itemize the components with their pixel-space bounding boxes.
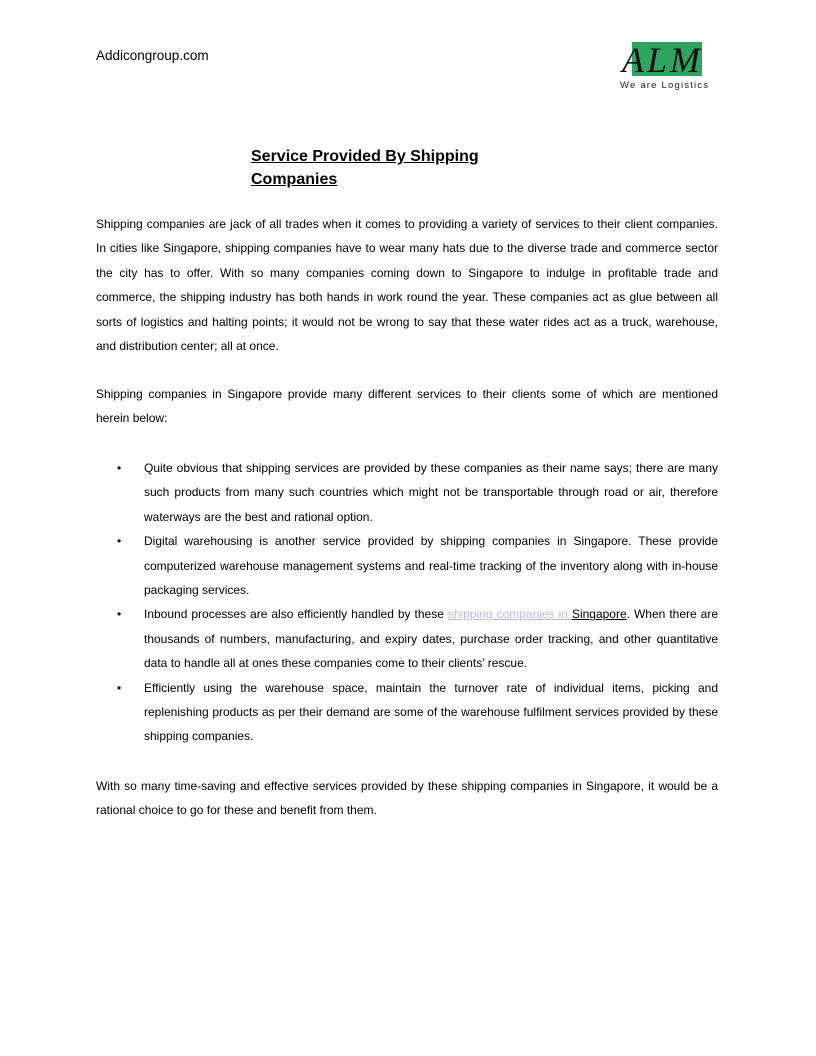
list-item-text-before: Inbound processes are also efficiently handled by these [144, 607, 448, 622]
bullet-icon: • [117, 680, 122, 695]
logo-tagline: We are Logistics [620, 80, 710, 91]
document-title [251, 145, 501, 191]
title-line-2: Companies [251, 171, 338, 188]
alm-logo [618, 40, 718, 96]
title-line-1: Service Provided By Shipping [251, 148, 479, 165]
conclusion-paragraph: With so many time-saving and effective services provided by these shipping companies in Singapore, it would be a rational choice to go for these and benefit from them. [96, 779, 718, 818]
list-item-text: Digital warehousing is another service provided by shipping companies in Singapore. These provide computerized warehouse management systems and real-time tracking of the inventory along with in-house packaging services. [144, 534, 718, 598]
shipping-companies-link[interactable]: shipping companies in [447, 607, 572, 622]
list-item-text: Quite obvious that shipping services are provided by these companies as their name says; there are many such products from many such countries which might not be transportable through road or air, therefore waterways are the best and rational option. [144, 461, 718, 524]
list-item [96, 602, 718, 675]
list-item-text-after: . When there are thousands of numbers, manufacturing, and expiry dates, purchase order tracking, and other quantitative data to handle all at ones these companies come to their clients’ rescue. [144, 607, 719, 671]
logo-letters: ALM [622, 40, 703, 80]
bullet-icon: • [117, 534, 122, 549]
services-list [96, 456, 718, 749]
list-item [96, 529, 718, 602]
bullet-icon: • [117, 461, 122, 475]
list-item-text: Efficiently using the warehouse space, maintain the turnover rate of individual items, picking and replenishing products as per their demand are some of the warehouse fulfilment services provided by these shipping companies. [144, 680, 718, 744]
services-intro-paragraph: Shipping companies in Singapore provide many different services to their clients some of which are mentioned herein below: [96, 387, 718, 426]
list-item [96, 456, 718, 529]
singapore-link[interactable]: Singapore [571, 607, 627, 622]
list-item [96, 676, 718, 749]
bullet-icon: • [117, 607, 122, 622]
intro-paragraph: Shipping companies are jack of all trades when it comes to providing a variety of services to their client companies. In cities like Singapore, shipping companies have to wear many hats due to the diverse trade and commerce sector the city has to offer. With so many companies coming down to Singapore to indulge in profitable trade and commerce, the shipping industry has both hands in work round the year. These companies act as glue between all sorts of logistics and halting points; it would not be wrong to say that these water rides act as a truck, warehouse, and distribution center; all at once. [96, 217, 718, 354]
site-name: Addicongroup.com [96, 48, 209, 63]
